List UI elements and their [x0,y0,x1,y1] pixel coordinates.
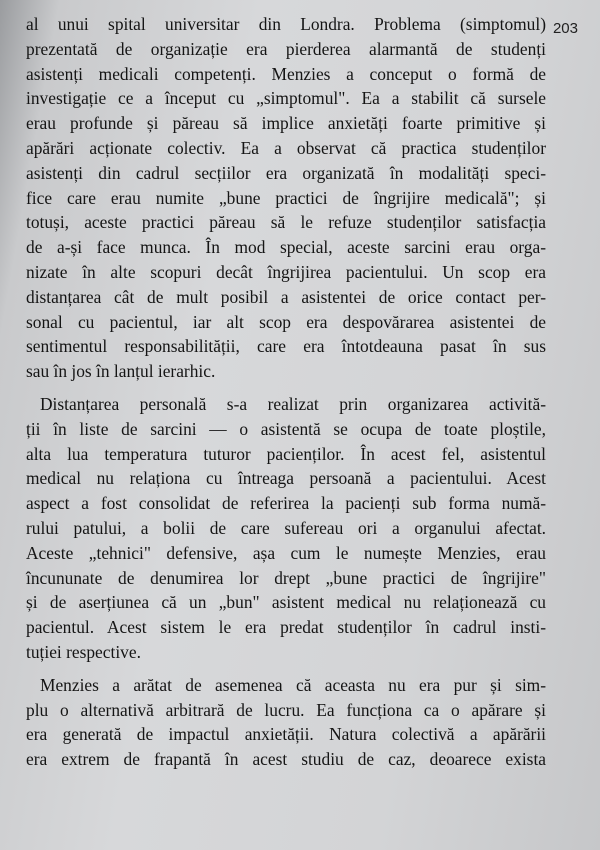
text-line: plu o alternativă arbitrară de lucru. Ea funcționa ca o apărare și [26,699,546,720]
text-line: Aceste „tehnici" defensive, așa cum le numește Menzies, erau [26,542,546,563]
text-line: pacientul. Acest sistem le era predat studenților în cadrul insti- [26,617,546,638]
text-line: distanțarea cât de mult posibil a asistentei de orice contact per- [26,286,546,307]
text-line: Distanțarea personală s-a realizat prin organizarea activită- [40,393,546,414]
text-line: rului patului, a bolii de care sufereau ori a organului afectat. [26,517,546,538]
text-line: Menzies a arătat de asemenea că aceasta nu era pur și sim- [40,674,546,695]
text-line: erau profunde și păreau să implice anxietăți foarte primitive și [26,113,546,134]
text-line: totuși, aceste practici păreau să le refuze studenților satisfacția [26,212,546,233]
text-line: alta lua temperatura tuturor pacienților. În acest fel, asistentul [26,443,546,464]
paragraph-gap [26,384,546,392]
text-line: aspect a fost consolidat de referirea la pacienți sub forma numă- [26,493,546,514]
text-line: investigație ce a început cu „simptomul". Ea a stabilit că sursele [26,88,546,109]
text-line: medical nu relaționa cu întreaga persoană a pacientului. Acest [26,468,546,489]
text-line: ții în liste de sarcini — o asistentă se ocupa de toate ploștile, [26,418,546,439]
text-line: asistenți medicali competenți. Menzies a conceput o formă de [26,63,546,84]
text-line: sonal cu pacientul, iar alt scop era despovărarea asistentei de [26,311,546,332]
text-line: sau în jos în lanțul ierarhic. [26,361,216,382]
paragraph-gap [26,665,546,673]
text-line: era extrem de frapantă în acest studiu de caz, deoarece exista [26,749,546,770]
text-line: al unui spital universitar din Londra. Problema (simptomul) [26,14,546,34]
text-line: nizate în alte scopuri decât îngrijirea pacientului. Un scop era [26,261,546,282]
text-line: și de aserțiunea că un „bun" asistent medical nu relaționează cu [26,592,546,613]
text-line: tuției respective. [26,641,141,662]
text-line: sentimentul responsabilității, care era întotdeauna pasat în sus [26,336,546,357]
text-line: de a-și face munca. În mod special, aceste sarcini erau orga- [26,237,546,258]
text-line: era generată de impactul anxietății. Natura colectivă a apărării [26,724,546,745]
text-line: fice care erau numite „bune practici de îngrijire medicală"; și [26,187,546,208]
page-number: 203 [552,20,578,37]
body-text [26,12,546,772]
text-line: prezentată de organizație era pierderea alarmantă de studenți [26,38,546,59]
text-line: încununate de denumirea lor drept „bune practici de îngrijire" [26,567,546,588]
text-line: asistenți din cadrul secțiilor era organizată în modalități speci- [26,162,546,183]
text-line: apărări acționate colectiv. Ea a observat că practica studenților [26,137,546,158]
